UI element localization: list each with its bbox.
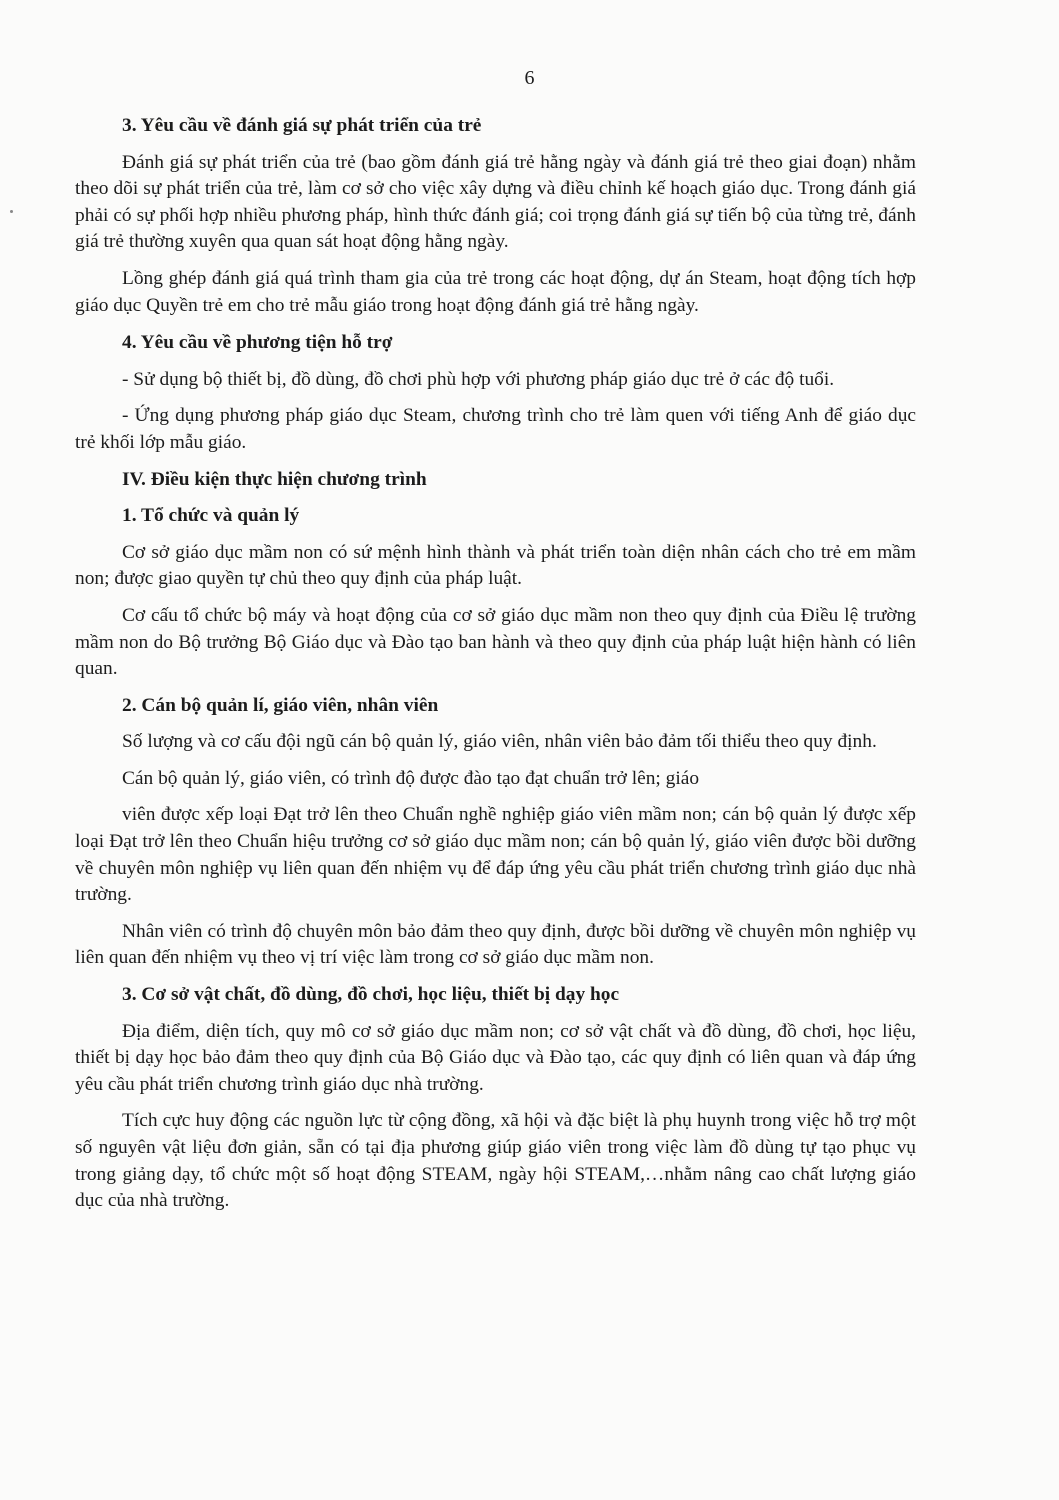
scan-speck xyxy=(10,210,13,213)
heading-facilities: 3. Cơ sở vật chất, đồ dùng, đồ chơi, học liệu, thiết bị dạy học xyxy=(122,984,620,1006)
paragraph: Số lượng và cơ cấu đội ngũ cán bộ quản lý, giáo viên, nhân viên bảo đảm tối thiểu theo quy định. xyxy=(122,731,877,753)
paragraph: Nhân viên có trình độ chuyên môn bảo đảm theo quy định, được bồi dưỡng về chuyên môn nghiệp vụ liên quan đến nhiệm vụ theo vị trí việc làm trong cơ sở giáo dục mầm non. xyxy=(75,920,916,969)
heading-support-means: 4. Yêu cầu về phương tiện hỗ trợ xyxy=(122,332,393,354)
heading-evaluation-requirements: 3. Yêu cầu về đánh giá sự phát triển của trẻ xyxy=(122,115,482,136)
paragraph: Cán bộ quản lý, giáo viên, có trình độ được đào tạo đạt chuẩn trở lên; giáo xyxy=(122,767,700,789)
heading-staff: 2. Cán bộ quản lí, giáo viên, nhân viên xyxy=(122,694,439,716)
paragraph: Cơ cấu tổ chức bộ máy và hoạt động của cơ sở giáo dục mầm non theo quy định của Điều lệ trường mầm non do Bộ trưởng Bộ Giáo dục và Đào tạo ban hành và theo quy định của pháp luật hiện hành có liên quan. xyxy=(75,604,916,680)
paragraph: viên được xếp loại Đạt trở lên theo Chuẩn nghề nghiệp giáo viên mầm non; cán bộ quản lý được xếp loại Đạt trở lên theo Chuẩn hiệu trưởng cơ sở giáo dục mầm non; cán bộ quản lý, giáo viên được bồi dưỡng về chuyên môn nghiệp vụ liên quan đến nhiệm vụ để đáp ứng yêu cầu phát triển chương trình giáo dục nhà trường. xyxy=(75,804,916,906)
heading-program-conditions: IV. Điều kiện thực hiện chương trình xyxy=(122,468,427,490)
paragraph: Cơ sở giáo dục mầm non có sứ mệnh hình thành và phát triển toàn diện nhân cách cho trẻ em mầm non; được giao quyền tự chủ theo quy định của pháp luật. xyxy=(75,541,916,590)
paragraph: Lồng ghép đánh giá quá trình tham gia của trẻ trong các hoạt động, dự án Steam, hoạt động tích hợp giáo dục Quyền trẻ em cho trẻ mẫu giáo trong hoạt động đánh giá trẻ hằng ngày. xyxy=(75,267,916,316)
document-body xyxy=(75,113,916,1225)
paragraph: Địa điểm, diện tích, quy mô cơ sở giáo dục mầm non; cơ sở vật chất và đồ dùng, đồ chơi, học liệu, thiết bị dạy học bảo đảm theo quy định của Bộ Giáo dục và Đào tạo, các quy định có liên quan và đáp ứng yêu cầu phát triển chương trình giáo dục nhà trường. xyxy=(75,1020,916,1095)
heading-organization-management: 1. Tổ chức và quản lý xyxy=(122,505,300,527)
paragraph: Tích cực huy động các nguồn lực từ cộng đồng, xã hội và đặc biệt là phụ huynh trong việc hỗ trợ một số nguyên vật liệu đơn giản, sẵn có tại địa phương giúp giáo viên trong việc làm đồ dùng tự tạo phục vụ trong giảng dạy, tổ chức một số hoạt động STEAM, ngày hội STEAM,…nhằm nâng cao chất lượng giáo dục của nhà trường. xyxy=(75,1110,916,1212)
page-number: 6 xyxy=(524,67,535,89)
paragraph: - Ứng dụng phương pháp giáo dục Steam, chương trình cho trẻ làm quen với tiếng Anh để giáo dục trẻ khối lớp mẫu giáo. xyxy=(75,405,916,453)
paragraph: Đánh giá sự phát triển của trẻ (bao gồm đánh giá trẻ hằng ngày và đánh giá trẻ theo giai đoạn) nhằm theo dõi sự phát triển của trẻ, làm cơ sở cho việc xây dựng và điều chỉnh kế hoạch giáo dục. Trong đánh giá phải có sự phối hợp nhiều phương pháp, hình thức đánh giá; coi trọng đánh giá sự tiến bộ của từng trẻ, đánh giá trẻ thường xuyên qua quan sát hoạt động hằng ngày. xyxy=(75,151,916,253)
paragraph: - Sử dụng bộ thiết bị, đồ dùng, đồ chơi phù hợp với phương pháp giáo dục trẻ ở các độ tuổi. xyxy=(122,368,835,390)
